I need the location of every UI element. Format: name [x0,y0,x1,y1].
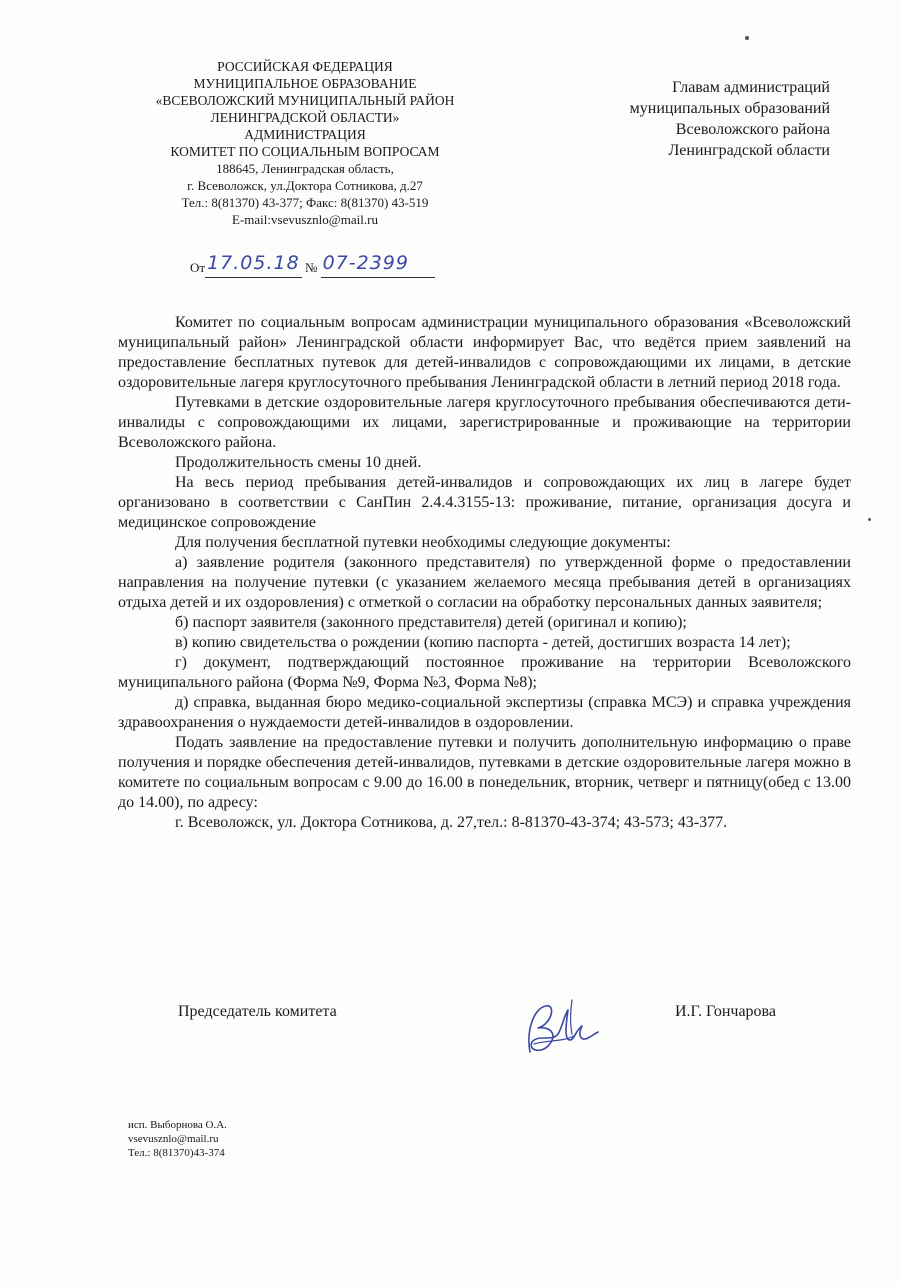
number-label: № [304,260,318,275]
from-label: От [190,260,206,275]
sender-phone: Тел.: 8(81370) 43-377; Факс: 8(81370) 43-519 [181,195,429,210]
sender-address: г. Всеволожск, ул.Доктора Сотникова, д.27 [187,178,423,193]
body-paragraph: Для получения бесплатной путевки необходимы следующие документы: [175,534,671,551]
body-paragraph: Продолжительность смены 10 дней. [175,454,422,471]
executor-email: vsevusznlo@mail.ru [128,1133,219,1145]
signatory-title: Председатель комитета [178,1003,337,1020]
sender-line: АДМИНИСТРАЦИЯ [244,127,366,142]
paper-speck [868,518,871,521]
sender-line: КОМИТЕТ ПО СОЦИАЛЬНЫМ ВОПРОСАМ [170,144,440,159]
document-list-item: б) паспорт заявителя (законного представителя) детей (оригинал и копию); [175,614,687,631]
document-list-item: в) копию свидетельства о рождении (копию паспорта - детей, достигших возраста 14 лет); [175,634,791,651]
recipient-line: Ленинградской области [668,142,830,159]
sender-line: МУНИЦИПАЛЬНОЕ ОБРАЗОВАНИЕ [193,76,417,91]
handwritten-date: 17.05.18 [207,252,300,274]
body-paragraph: Путевками в детские оздоровительные лагеря круглосуточного пребывания обеспечиваются дети-инвалиды с сопровождающими их лицами, зарегистрированные и проживающие на территории Всеволожского района. [118,394,851,451]
letter-body [118,313,851,833]
body-paragraph: Подать заявление на предоставление путевки и получить дополнительную информацию о праве получения и порядке обеспечения детей-инвалидов, путевками в детские оздоровительные лагеря можно в комитете по социальным вопросам с 9.00 до 16.00 в понедельник, вторник, четверг и пятницу(обед с 13.00 до 14.00), по адресу: [118,734,851,811]
sender-line: ЛЕНИНГРАДСКОЙ ОБЛАСТИ» [210,110,400,125]
document-list-item: д) справка, выданная бюро медико-социальной экспертизы (справка МСЭ) и справка учреждения здравоохранения о нуждаемости детей-инвалидов в оздоровлении. [118,694,851,731]
sender-email: E-mail:vsevusznlo@mail.ru [232,212,378,227]
sender-line: «ВСЕВОЛОЖСКИЙ МУНИЦИПАЛЬНЫЙ РАЙОН [155,93,455,108]
sender-address: 188645, Ленинградская область, [216,161,394,176]
document-list-item: а) заявление родителя (законного представителя) по утвержденной форме о предоставлении направления на получение путевки (с указанием желаемого месяца пребывания детей в организациях отдыха детей и их оздоровления) с отметкой о согласии на обработку персональных данных заявителя; [118,554,851,611]
recipient-block [560,77,830,161]
signatory-name: И.Г. Гончарова [675,1003,776,1020]
paper-speck [745,36,749,40]
sender-line: РОССИЙСКАЯ ФЕДЕРАЦИЯ [217,59,393,74]
executor-footer [128,1118,227,1160]
document-list-item: г) документ, подтверждающий постоянное проживание на территории Всеволожского муниципального района (Форма №9, Форма №3, Форма №8); [118,654,851,691]
recipient-line: Главам администраций [672,79,830,96]
recipient-line: Всеволожского района [675,121,830,138]
sender-block [130,58,480,228]
handwritten-signature [512,990,602,1062]
executor-phone: Тел.: 8(81370)43-374 [128,1147,225,1159]
executor-name: исп. Выборнова О.А. [128,1119,227,1131]
handwritten-number: 07-2399 [322,252,409,274]
registration-line [190,252,435,278]
recipient-line: муниципальных образований [629,100,830,117]
body-address: г. Всеволожск, ул. Доктора Сотникова, д. 27,тел.: 8-81370-43-374; 43-573; 43-377. [175,814,728,831]
body-paragraph: На весь период пребывания детей-инвалидов и сопровождающих их лиц в лагере будет организовано в соответствии с СанПин 2.4.4.3155-13: проживание, питание, организация досуга и медицинское сопровождение [118,474,851,531]
body-paragraph: Комитет по социальным вопросам администрации муниципального образования «Всеволожский муниципальный район» Ленинградской области информирует Вас, что ведётся прием заявлений на предоставление бесплатных путевок для детей-инвалидов с сопровождающими их лицами, в детские оздоровительные лагеря круглосуточного пребывания Ленинградской области в летний период 2018 года. [118,314,851,391]
